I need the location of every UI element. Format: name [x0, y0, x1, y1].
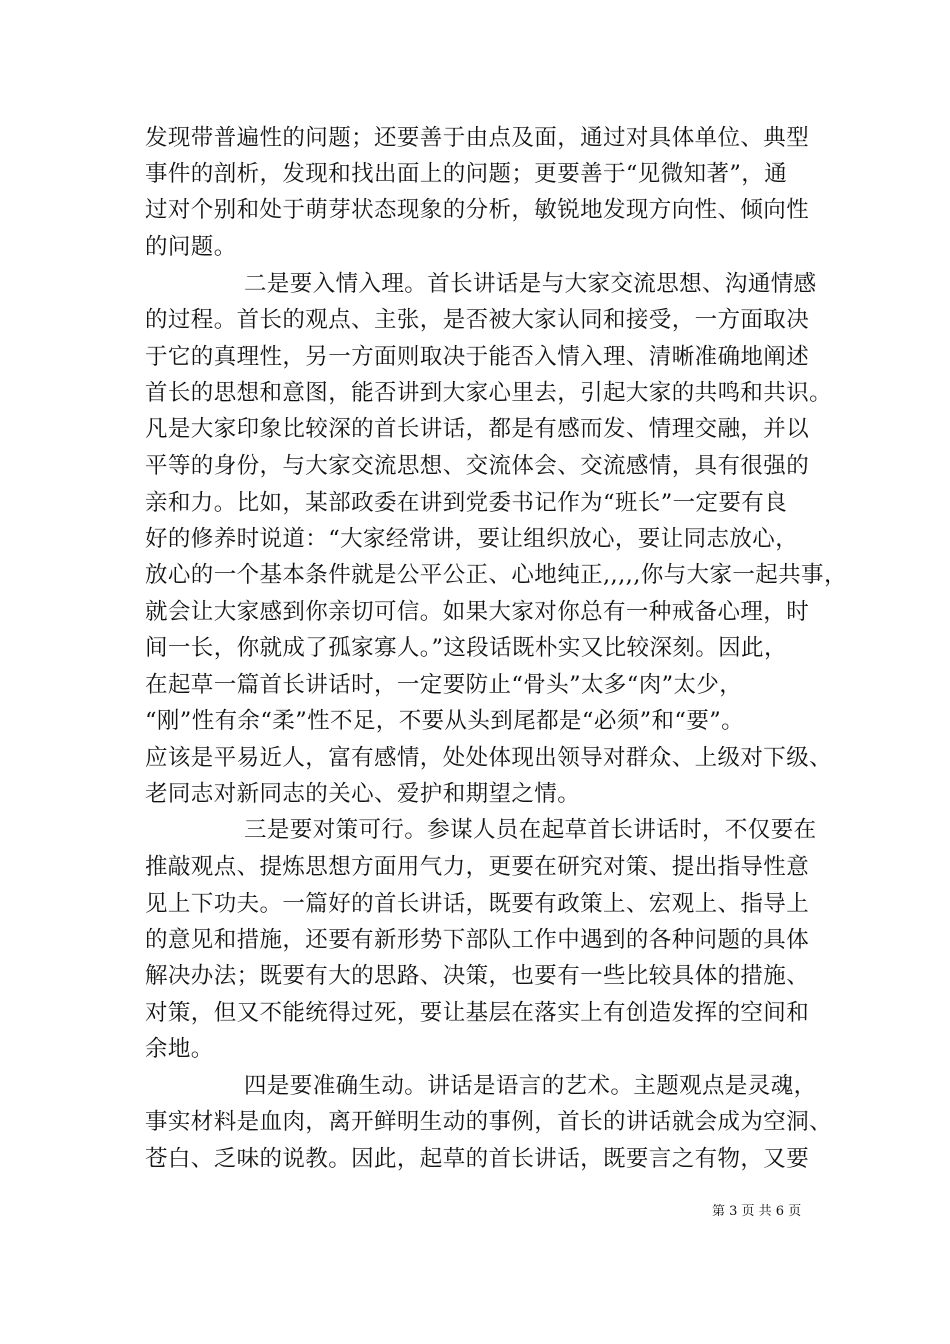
text-line: 间一长，你就成了孤家寡人。”这段话既朴实又比较深刻。因此，	[145, 635, 787, 661]
text-line: 余地。	[145, 1036, 214, 1062]
text-line: 于它的真理性，另一方面则取决于能否入情入理、清晰准确地阐述	[145, 344, 810, 370]
text-line: 老同志对新同志的关心、爱护和期望之情。	[145, 781, 581, 807]
text-line: 首长的思想和意图，能否讲到大家心里去，引起大家的共鸣和共识。	[145, 380, 833, 406]
text-line: 好的修养时说道：“大家经常讲，要让组织放心，要让同志放心，	[145, 526, 799, 552]
page-footer: 第 3 页 共 6 页	[712, 1204, 802, 1219]
text-line: 凡是大家印象比较深的首长讲话，都是有感而发、情理交融，并以	[145, 416, 810, 442]
text-line: 平等的身份，与大家交流思想、交流体会、交流感情，具有很强的	[145, 453, 810, 479]
text-line: 就会让大家感到你亲切可信。如果大家对你总有一种戒备心理，时	[145, 599, 810, 625]
text-line: “刚”性有余“柔”性不足，不要从头到尾都是“必须”和“要”。	[145, 708, 745, 734]
text-line: 推敲观点、提炼思想方面用气力，更要在研究对策、提出指导性意	[145, 854, 810, 880]
text-line: 的过程。首长的观点、主张，是否被大家认同和接受，一方面取决	[145, 307, 810, 333]
text-line: 事实材料是血肉，离开鲜明生动的事例，首长的讲话就会成为空洞、	[145, 1109, 833, 1135]
text-line: 苍白、乏味的说教。因此，起草的首长讲话，既要言之有物，又要	[145, 1146, 810, 1172]
text-line: 应该是平易近人，富有感情，处处体现出领导对群众、上级对下级、	[145, 745, 833, 771]
paragraph-start-line: 二是要入情入理。首长讲话是与大家交流思想、沟通情感	[244, 271, 817, 297]
text-line: 事件的剖析，发现和找出面上的问题；更要善于“见微知著”，通	[145, 161, 788, 187]
text-line: 的问题。	[145, 234, 237, 260]
text-line: 的意见和措施，还要有新形势下部队工作中遇到的各种问题的具体	[145, 927, 810, 953]
paragraph-start-line: 三是要对策可行。参谋人员在起草首长讲话时，不仅要在	[244, 817, 817, 843]
paragraph-start-line: 四是要准确生动。讲话是语言的艺术。主题观点是灵魂，	[244, 1073, 817, 1099]
text-line: 发现带普遍性的问题；还要善于由点及面，通过对具体单位、典型	[145, 125, 810, 151]
text-line: 见上下功夫。一篇好的首长讲话，既要有政策上、宏观上、指导上	[145, 891, 810, 917]
text-line: 亲和力。比如，某部政委在讲到党委书记作为“班长”一定要有良	[145, 490, 788, 516]
text-line: 对策，但又不能统得过死，要让基层在落实上有创造发挥的空间和	[145, 1000, 810, 1026]
text-line: 在起草一篇首长讲话时，一定要防止“骨头”太多“肉”太少，	[145, 672, 743, 698]
text-line: 解决办法；既要有大的思路、决策，也要有一些比较具体的措施、	[145, 963, 810, 989]
text-line: 放心的一个基本条件就是公平公正、心地纯正,,,,,你与大家一起共事，	[145, 562, 847, 588]
text-line: 过对个别和处于萌芽状态现象的分析，敏锐地发现方向性、倾向性	[145, 197, 810, 223]
